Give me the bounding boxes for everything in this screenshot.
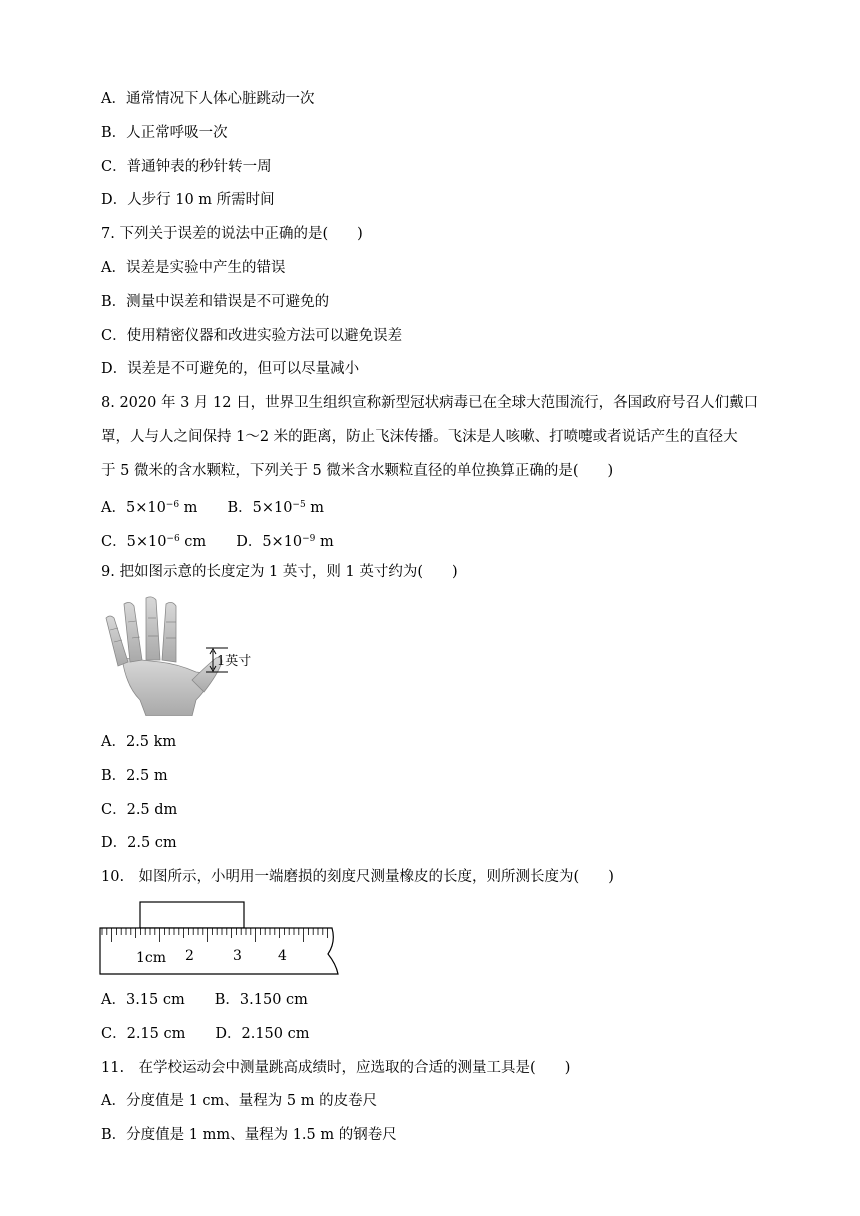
q9-option-a: A．2.5 km <box>101 734 177 750</box>
q9-option-b: B．2.5 m <box>101 768 168 784</box>
q7-option-c: C．使用精密仪器和改进实验方法可以避免误差 <box>101 328 403 344</box>
q10-option-a: A．3.15 cm <box>101 992 185 1008</box>
q8-options-row-1 <box>101 495 324 518</box>
q10-option-c: C．2.15 cm <box>101 1026 186 1042</box>
q6-option-a: A．通常情况下人体心脏跳动一次 <box>101 91 315 107</box>
q8-options-row-2 <box>101 529 334 552</box>
q11-option-a: A．分度值是 1 cm、量程为 5 m 的皮卷尺 <box>101 1093 378 1109</box>
q8-stem-line-2: 罩，人与人之间保持 1～2 米的距离，防止飞沫传播。飞沫是人咳嗽、打喷嚏或者说话产生的直径大 <box>101 429 738 445</box>
ruler-label-1cm: 1cm <box>136 950 167 966</box>
q8-option-d: D．$5\times 10^{-9}$ m <box>236 534 334 550</box>
inch-label: 1英寸 <box>217 654 252 669</box>
q9-option-d: D．2.5 cm <box>101 835 177 851</box>
ruler-label-3: 3 <box>233 948 242 964</box>
q8-option-a: A．$5\times 10^{-6}$ m <box>101 500 198 516</box>
eraser <box>140 902 244 928</box>
ruler-label-2: 2 <box>185 948 194 964</box>
q10-option-d: D．2.150 cm <box>215 1026 310 1042</box>
q7-option-b: B．测量中误差和错误是不可避免的 <box>101 294 330 310</box>
q8-stem-line-1: 8. 2020 年 3 月 12 日，世界卫生组织宣称新型冠状病毒已在全球大范围流行，各国政府号召人们戴口 <box>101 395 759 411</box>
q9-option-c: C．2.5 dm <box>101 802 178 818</box>
q9-stem: 9. 把如图示意的长度定为 1 英寸，则 1 英寸约为( ) <box>101 564 458 580</box>
q6-option-b: B．人正常呼吸一次 <box>101 125 228 141</box>
q8-option-c: C．$5\times 10^{-6}$ cm <box>101 534 207 550</box>
q10-options-row-2 <box>101 1024 309 1044</box>
ruler-figure <box>96 898 346 978</box>
q7-stem: 7. 下列关于误差的说法中正确的是( ) <box>101 226 363 242</box>
q8-option-b: B．$5\times 10^{-5}$ m <box>227 500 325 516</box>
ruler-label-4: 4 <box>278 948 287 964</box>
q10-option-b: B．3.150 cm <box>214 992 308 1008</box>
q10-stem: 10. 如图所示，小明用一端磨损的刻度尺测量橡皮的长度，则所测长度为( ) <box>101 869 614 885</box>
q6-option-d: D．人步行 10 m 所需时间 <box>101 192 275 208</box>
q11-stem: 11. 在学校运动会中测量跳高成绩时，应选取的合适的测量工具是( ) <box>101 1060 571 1076</box>
hand-figure <box>100 596 270 716</box>
q6-option-c: C．普通钟表的秒针转一周 <box>101 159 272 175</box>
q10-options-row-1 <box>101 990 308 1010</box>
q8-stem-line-3: 于 5 微米的含水颗粒，下列关于 5 微米含水颗粒直径的单位换算正确的是( ) <box>101 463 614 479</box>
q11-option-b: B．分度值是 1 mm、量程为 1.5 m 的钢卷尺 <box>101 1127 397 1143</box>
q7-option-a: A．误差是实验中产生的错误 <box>101 260 286 276</box>
q7-option-d: D．误差是不可避免的，但可以尽量减小 <box>101 361 360 377</box>
